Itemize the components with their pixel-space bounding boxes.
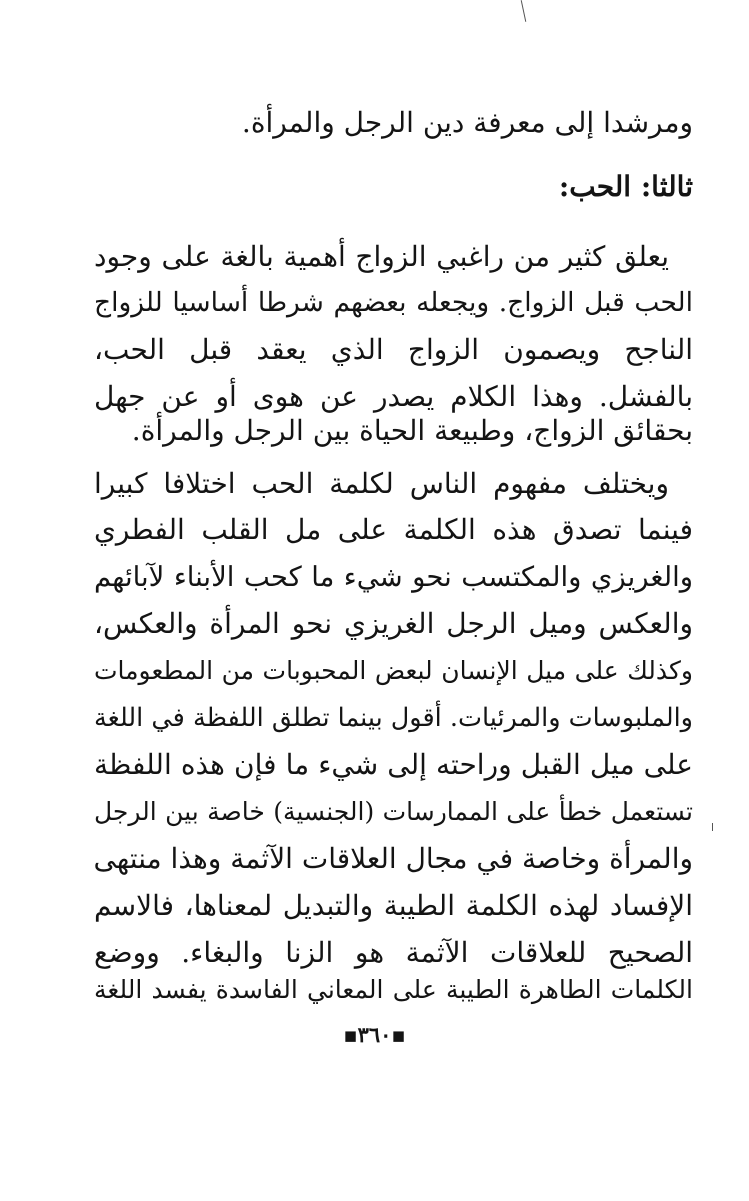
text-line: والمرأة وخاصة في مجال العلاقات الآثمة وهذا منتهى xyxy=(93,842,693,875)
text-line: الصحيح للعلاقات الآثمة هو الزنا والبغاء. ووضع xyxy=(94,936,693,969)
text-line: يعلق كثير من راغبي الزواج أهمية بالغة على وجود xyxy=(94,240,669,273)
text-line: والغريزي والمكتسب نحو شيء ما كحب الأبناء لآبائهم xyxy=(94,561,693,593)
text-line: وكذلك على ميل الإنسان لبعض المحبوبات من المطعومات xyxy=(94,656,693,685)
scan-mark xyxy=(521,0,527,22)
text-line: والعكس وميل الرجل الغريزي نحو المرأة والعكس، xyxy=(94,607,693,640)
text-line: ومرشدا إلى معرفة دين الرجل والمرأة. xyxy=(241,106,693,139)
text-line: والملبوسات والمرئيات. أقول بينما تطلق اللفظة في اللغة xyxy=(94,703,693,733)
text-line: الناجح ويصمون الزواج الذي يعقد قبل الحب، xyxy=(94,333,693,366)
text-line: تستعمل خطأ على الممارسات (الجنسية) خاصة بين الرجل xyxy=(94,797,693,826)
text-line: الإفساد لهذه الكلمة الطيبة والتبديل لمعناها، فالاسم xyxy=(94,889,693,922)
text-line: فينما تصدق هذه الكلمة على مل القلب الفطري xyxy=(94,513,693,546)
text-line: بحقائق الزواج، وطبيعة الحياة بين الرجل والمرأة. xyxy=(131,414,693,447)
text-line: الكلمات الطاهرة الطيبة على المعاني الفاسدة يفسد اللغة xyxy=(94,975,693,1004)
text-line: على ميل القبل وراحته إلى شيء ما فإن هذه اللفظة xyxy=(94,748,693,781)
page-number: ▪٣٦٠▪ xyxy=(343,1022,406,1047)
section-heading: ثالثا: الحب: xyxy=(558,170,693,203)
scan-mark xyxy=(712,823,713,831)
text-line: ويختلف مفهوم الناس لكلمة الحب اختلافا كبيرا xyxy=(94,467,669,500)
text-line: بالفشل. وهذا الكلام يصدر عن هوى أو عن جهل xyxy=(94,380,693,413)
text-line: الحب قبل الزواج. ويجعله بعضهم شرطا أساسيا للزواج xyxy=(94,287,693,318)
